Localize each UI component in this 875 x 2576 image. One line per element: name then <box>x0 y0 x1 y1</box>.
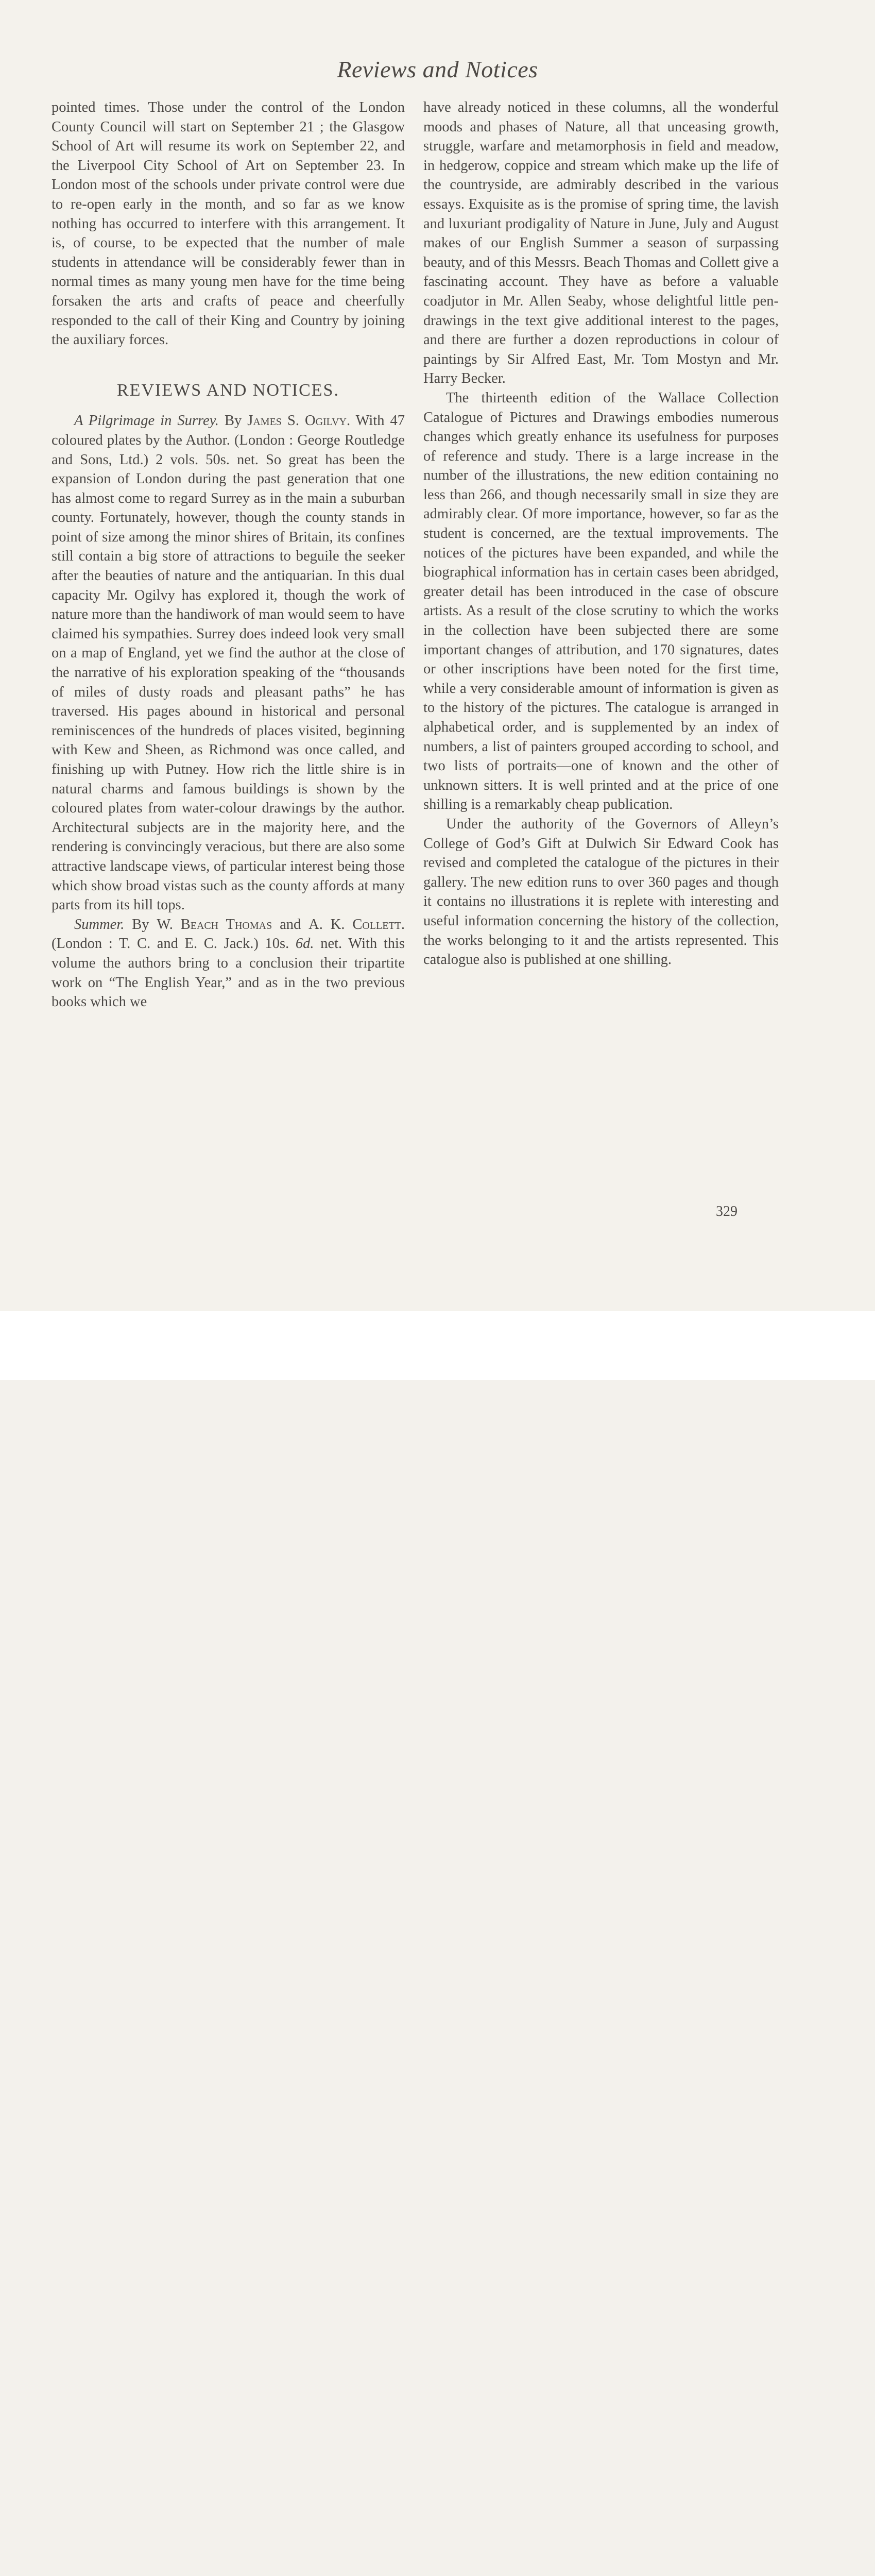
left-column <box>52 98 405 1012</box>
book-author: James S. Ogilvy. <box>247 413 351 429</box>
paragraph: Under the authority of the Governors of Alleyn’s College of God’s Gift at Dulwich Sir Edward Cook has revised and completed the catalogue of the pictures in their gallery. The new edition runs to over 360 pages and though it contains no illustrations it is replete with interesting and useful information concerning the history of the collection, the works belonging to it and the artists represented. This catalogue also is published at one shilling. <box>423 816 779 968</box>
running-title: Reviews and Notices <box>337 56 538 82</box>
section-title: REVIEWS AND NOTICES. <box>117 380 339 400</box>
paragraph: The thirteenth edition of the Wallace Collection Catalogue of Pictures and Drawings embodies numerous changes which greatly enhance its usefulness for purposes of reference and study. There is a large increase in the number of the illustrations, the new edition containing no less than 266, and though necessarily small in size they are admirably clear. Of more importance, however, so far as the student is concerned, are the textual improvements. The notices of the pictures have been expanded, and while the biographical information has in certain cases been abridged, greater detail has been introduced in the case of obscure artists. As a result of the close scrutiny to which the works in the collection have been subjected there are some important changes of attribution, and 170 signatures, dates or other inscriptions have been noted for the first time, while a very considerable amount of information is given as to the history of the pictures. The catalogue is arranged in alphabetical order, and is supplemented by an index of numbers, a list of painters grouped according to school, and two lists of portraits—one of known and the other of unknown sitters. It is well printed and at the price of one shilling is a remarkably cheap publication. <box>423 389 779 813</box>
book-author: W. Beach Thomas <box>157 916 272 933</box>
book-title: Summer. <box>74 916 125 933</box>
review-summer: Summer. By W. Beach Thomas and A. K. Collett. (London : T. C. and E. C. Jack.) 10s. 6d. net. With this volume the authors bring to a conclusion their tripartite work on “The English Year,” and as in the two previous books which we <box>52 916 405 1010</box>
review-pilgrimage-in-surrey: A Pilgrimage in Surrey. By James S. Ogilvy. With 47 coloured plates by the Author. (London : George Routledge and Sons, Ltd.) 2 vols. 50s. net. So great has been the expansion of London during the past generation that one has almost come to regard Surrey as in the main a suburban county. Fortunately, however, though the county stands in point of size among the minor shires of Britain, its confines still contain a big store of attractions to beguile the seeker after the beauties of nature and the antiquarian. In this dual capacity Mr. Ogilvy has explored it, though the work of nature more than the handiwork of man would seem to have claimed his sympathies. Surrey does indeed look very small on a map of England, yet we find the author at the close of the narrative of his exploration speaking of the “thousands of miles of dusty roads and pleasant paths” he has traversed. His pages abound in historical and personal reminiscences of the hundreds of places visited, beginning with Kew and Sheen, as Richmond was once called, and finishing up with Putney. How rich the little shire is in natural charms and famous buildings is shown by the coloured plates from water-colour drawings by the author. Architectural subjects are in the majority here, and the rendering is convincingly veracious, but there are also some attractive landscape views, of particular interest being those which show broad vistas such as the county affords at many parts from its hill tops. <box>52 413 405 913</box>
paragraph: have already noticed in these columns, all the wonderful moods and phases of Nature, all that unceasing growth, struggle, warfare and metamorphosis in field and meadow, in hedgerow, coppice and stream which make up the life of the countryside, are admirably described in the various essays. Exquisite as is the promise of spring time, the lavish and luxuriant prodigality of Nature in June, July and August makes of our English Summer a season of surpassing beauty, and of this Messrs. Beach Thomas and Collett give a fascinating account. They have as before a valuable coadjutor in Mr. Allen Seaby, whose delightful little pen-drawings in the text give additional interest to the pages, and there are further a dozen reproductions in colour of paintings by Sir Alfred East, Mr. Tom Mostyn and Mr. Harry Becker. <box>423 99 779 387</box>
digitization-footer <box>0 1311 875 1380</box>
paragraph: pointed times. Those under the control of the London County Council will start on September 21 ; the Glasgow School of Art will resume its work on September 22, and the Liverpool City School of Art on September 23. In London most of the schools under private control were due to re-open early in the month, and so far as we know nothing has occurred to interfere with this arrangement. It is, of course, to be expected that the number of male students in attendance will be considerably fewer than in normal times as many young men have for the time being forsaken the arts and crafts of peace and cheerfully responded to the call of their King and Country by joining the auxiliary forces. <box>52 99 405 348</box>
book-author: A. K. Collett. <box>308 916 405 933</box>
page-number: 329 <box>716 1204 737 1219</box>
review-text: net. With this volume the authors bring to a conclusion their tripartite work on “The English Year,” and as in the two previous books which we <box>52 936 405 1010</box>
right-column <box>423 98 779 970</box>
review-text: With 47 coloured plates by the Author. (London : George Routledge and Sons, Ltd.) 2 vols. 50s. net. So great has been the expansion of London during the past generation that one has almost come to regard Surrey as in the main a suburban county. Fortunately, however, though the county stands in point of size among the minor shires of Britain, its confines still contain a big store of attractions to beguile the seeker after the beauties of nature and the antiquarian. In this dual capacity Mr. Ogilvy has explored it, though the work of nature more than the handiwork of man would seem to have claimed his sympathies. Surrey does indeed look very small on a map of England, yet we find the author at the close of the narrative of his exploration speaking of the “thousands of miles of dusty roads and pleasant paths” he has traversed. His pages abound in historical and personal reminiscences of the hundreds of places visited, beginning with Kew and Sheen, as Richmond was once called, and finishing up with Putney. How rich the little shire is in natural charms and famous buildings is shown by the coloured plates from water-colour drawings by the author. Architectural subjects are in the majority here, and the rendering is convincingly veracious, but there are also some attractive landscape views, of particular interest being those which show broad vistas such as the county affords at many parts from its hill tops. <box>52 413 405 913</box>
book-title: A Pilgrimage in Surrey. <box>74 413 219 429</box>
